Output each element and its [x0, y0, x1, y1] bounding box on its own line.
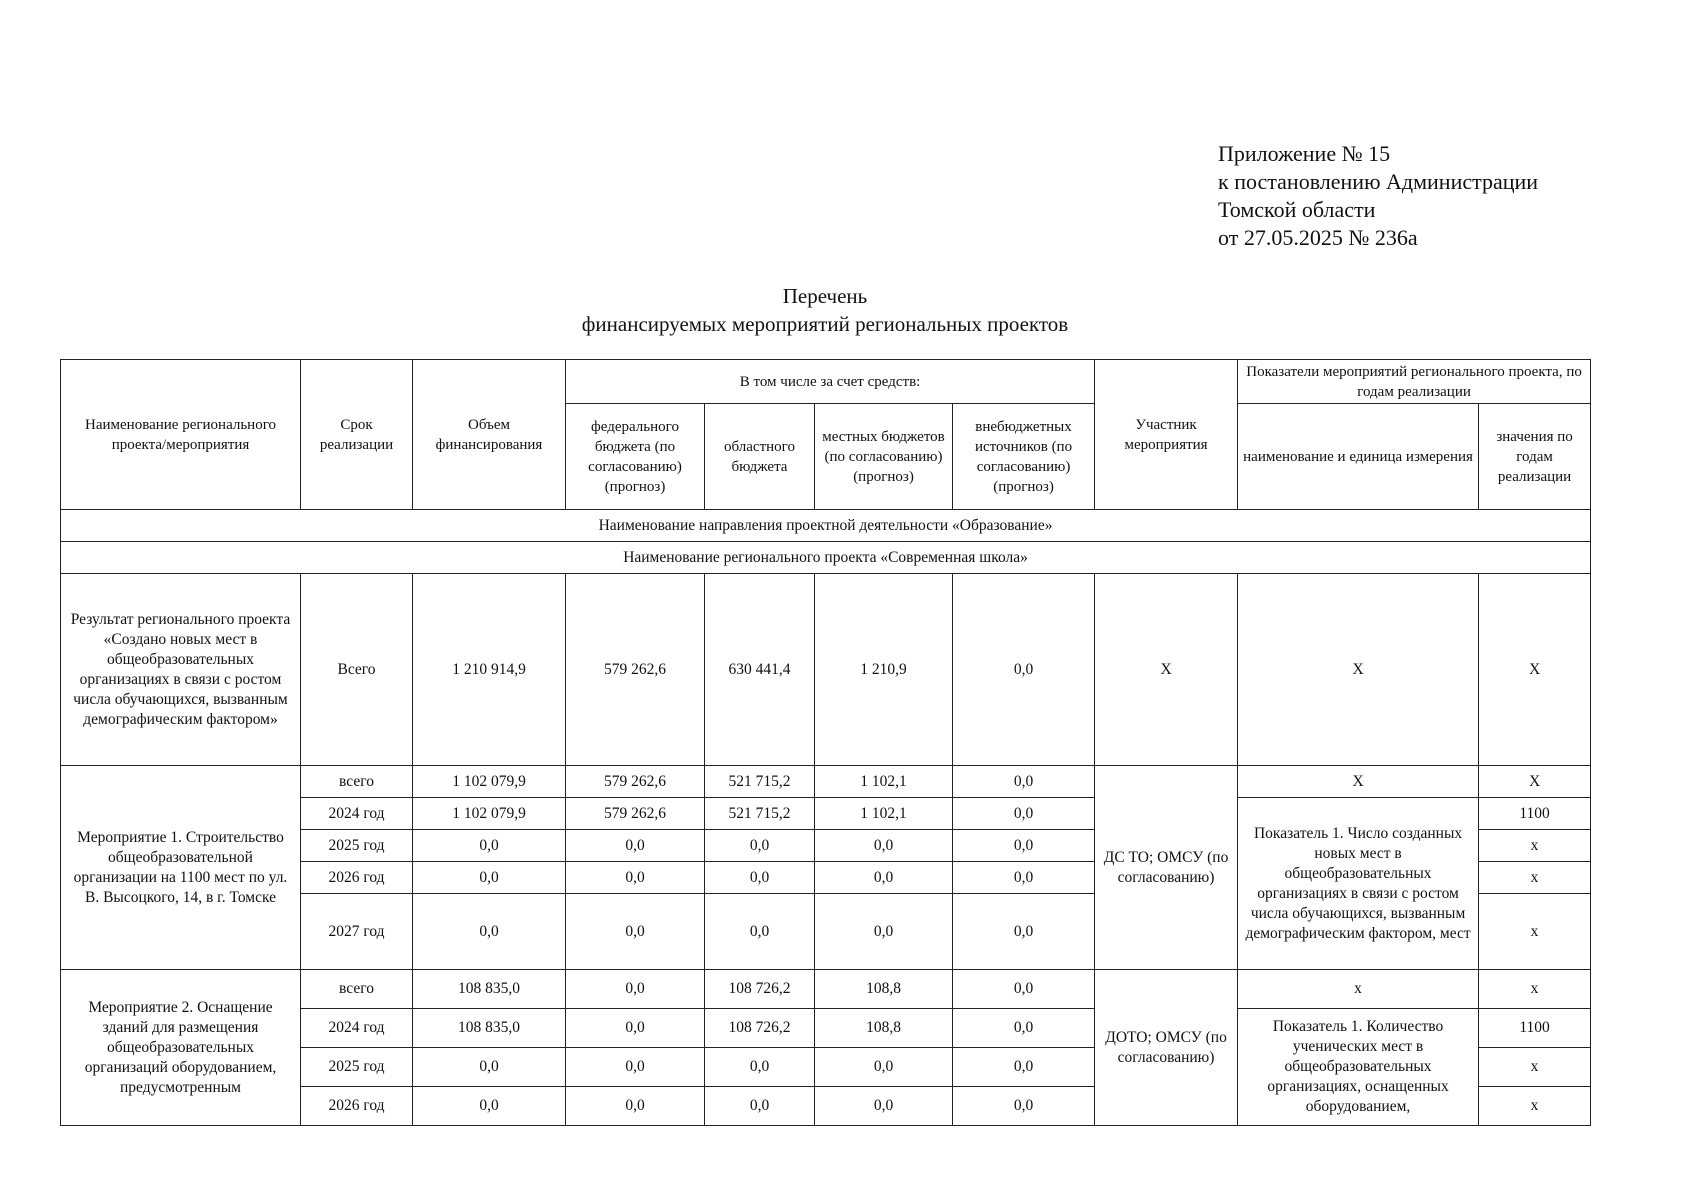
measure1-name: Мероприятие 1. Строительство общеобразовательной организации на 1100 мест по ул. В. Высоцкого, 14, в г. Томске [61, 766, 301, 970]
projects-table [60, 359, 1591, 1126]
cell-federal: 0,0 [566, 1009, 705, 1048]
cell-local: 0,0 [815, 894, 953, 970]
header-federal: федерального бюджета (по согласованию) (прогноз) [566, 404, 705, 510]
cell-volume: 108 835,0 [413, 1009, 566, 1048]
section-project: Наименование регионального проекта «Современная школа» [61, 542, 1591, 574]
cell-term: 2024 год [301, 1009, 413, 1048]
cell-local: 108,8 [815, 970, 953, 1009]
document-title [0, 282, 1650, 338]
appendix-line: Томской области [1218, 197, 1376, 222]
header-including: В том числе за счет средств: [566, 360, 1095, 404]
cell-regional: 630 441,4 [705, 574, 815, 766]
result-name: Результат регионального проекта «Создано новых мест в общеобразовательных организациях в связи с ростом числа обучающихся, вызванным демографическим фактором» [61, 574, 301, 766]
cell-volume: 1 102 079,9 [413, 766, 566, 798]
header-extra: внебюджетных источников (по согласованию) (прогноз) [953, 404, 1095, 510]
cell-local: 1 210,9 [815, 574, 953, 766]
appendix-line: к постановлению Администрации [1218, 169, 1539, 194]
header-indicator-values: значения по годам реализации [1479, 404, 1591, 510]
cell-regional: 521 715,2 [705, 798, 815, 830]
appendix-block [1218, 140, 1538, 252]
cell-extra: 0,0 [953, 766, 1095, 798]
cell-regional: 0,0 [705, 1048, 815, 1087]
cell-regional: 108 726,2 [705, 970, 815, 1009]
cell-volume: 0,0 [413, 1048, 566, 1087]
cell-federal: 0,0 [566, 1048, 705, 1087]
cell-indicator-name: х [1238, 970, 1479, 1009]
cell-indicator-name: Х [1238, 766, 1479, 798]
table-row [61, 766, 1591, 798]
section-direction: Наименование направления проектной деятельности «Образование» [61, 510, 1591, 542]
cell-volume: 0,0 [413, 862, 566, 894]
cell-volume: 0,0 [413, 830, 566, 862]
measure2-participant: ДОТО; ОМСУ (по согласованию) [1095, 970, 1238, 1126]
cell-federal: 0,0 [566, 970, 705, 1009]
cell-term: 2025 год [301, 1048, 413, 1087]
cell-term: Всего [301, 574, 413, 766]
title-line: Перечень [782, 284, 868, 308]
cell-indicator-value: 1100 [1479, 1009, 1591, 1048]
cell-volume: 1 210 914,9 [413, 574, 566, 766]
cell-indicator-value: х [1479, 830, 1591, 862]
cell-regional: 108 726,2 [705, 1009, 815, 1048]
header-volume: Объем финансирования [413, 360, 566, 510]
cell-term: 2026 год [301, 1087, 413, 1126]
header-participant: Участник мероприятия [1095, 360, 1238, 510]
cell-extra: 0,0 [953, 574, 1095, 766]
cell-indicator-value: х [1479, 1087, 1591, 1126]
appendix-line: от 27.05.2025 № 236а [1218, 225, 1418, 250]
cell-indicator-value: 1100 [1479, 798, 1591, 830]
measure2-indicator: Показатель 1. Количество ученических мест в общеобразовательных организациях, оснащенных оборудованием, [1238, 1009, 1479, 1126]
cell-regional: 0,0 [705, 894, 815, 970]
appendix-line: Приложение № 15 [1218, 141, 1391, 166]
cell-federal: 579 262,6 [566, 574, 705, 766]
cell-extra: 0,0 [953, 894, 1095, 970]
cell-extra: 0,0 [953, 1009, 1095, 1048]
measure1-indicator: Показатель 1. Число созданных новых мест в общеобразовательных организациях в связи с ростом числа обучающихся, вызванным демографическим фактором, мест [1238, 798, 1479, 970]
cell-volume: 108 835,0 [413, 970, 566, 1009]
measure1-participant: ДС ТО; ОМСУ (по согласованию) [1095, 766, 1238, 970]
cell-local: 0,0 [815, 862, 953, 894]
cell-term: всего [301, 970, 413, 1009]
header-regional: областного бюджета [705, 404, 815, 510]
header-local: местных бюджетов (по согласованию) (прогноз) [815, 404, 953, 510]
cell-regional: 521 715,2 [705, 766, 815, 798]
cell-regional: 0,0 [705, 830, 815, 862]
cell-extra: 0,0 [953, 798, 1095, 830]
cell-indicator-name: Х [1238, 574, 1479, 766]
cell-local: 0,0 [815, 830, 953, 862]
cell-federal: 579 262,6 [566, 798, 705, 830]
cell-indicator-value: х [1479, 862, 1591, 894]
table-row [61, 574, 1591, 766]
cell-regional: 0,0 [705, 1087, 815, 1126]
header-indicators: Показатели мероприятий регионального проекта, по годам реализации [1238, 360, 1591, 404]
header-indicator-name: наименование и единица измерения [1238, 404, 1479, 510]
cell-local: 1 102,1 [815, 766, 953, 798]
cell-indicator-value: х [1479, 1048, 1591, 1087]
header-name: Наименование регионального проекта/мероприятия [61, 360, 301, 510]
cell-local: 1 102,1 [815, 798, 953, 830]
title-line: финансируемых мероприятий региональных проектов [581, 312, 1069, 336]
cell-term: 2027 год [301, 894, 413, 970]
cell-extra: 0,0 [953, 1048, 1095, 1087]
cell-volume: 1 102 079,9 [413, 798, 566, 830]
cell-extra: 0,0 [953, 862, 1095, 894]
cell-volume: 0,0 [413, 1087, 566, 1126]
cell-local: 0,0 [815, 1087, 953, 1126]
cell-term: всего [301, 766, 413, 798]
cell-local: 108,8 [815, 1009, 953, 1048]
cell-volume: 0,0 [413, 894, 566, 970]
cell-term: 2025 год [301, 830, 413, 862]
cell-local: 0,0 [815, 1048, 953, 1087]
cell-federal: 579 262,6 [566, 766, 705, 798]
cell-federal: 0,0 [566, 862, 705, 894]
table-row [61, 970, 1591, 1009]
cell-federal: 0,0 [566, 1087, 705, 1126]
cell-indicator-value: Х [1479, 766, 1591, 798]
cell-term: 2026 год [301, 862, 413, 894]
header-term: Срок реализации [301, 360, 413, 510]
cell-extra: 0,0 [953, 830, 1095, 862]
cell-participant: Х [1095, 574, 1238, 766]
cell-regional: 0,0 [705, 862, 815, 894]
measure2-name: Мероприятие 2. Оснащение зданий для размещения общеобразовательных организаций оборудованием, предусмотренным [61, 970, 301, 1126]
cell-extra: 0,0 [953, 1087, 1095, 1126]
cell-indicator-value: х [1479, 970, 1591, 1009]
cell-term: 2024 год [301, 798, 413, 830]
cell-extra: 0,0 [953, 970, 1095, 1009]
cell-federal: 0,0 [566, 830, 705, 862]
cell-indicator-value: х [1479, 894, 1591, 970]
cell-federal: 0,0 [566, 894, 705, 970]
cell-indicator-value: Х [1479, 574, 1591, 766]
